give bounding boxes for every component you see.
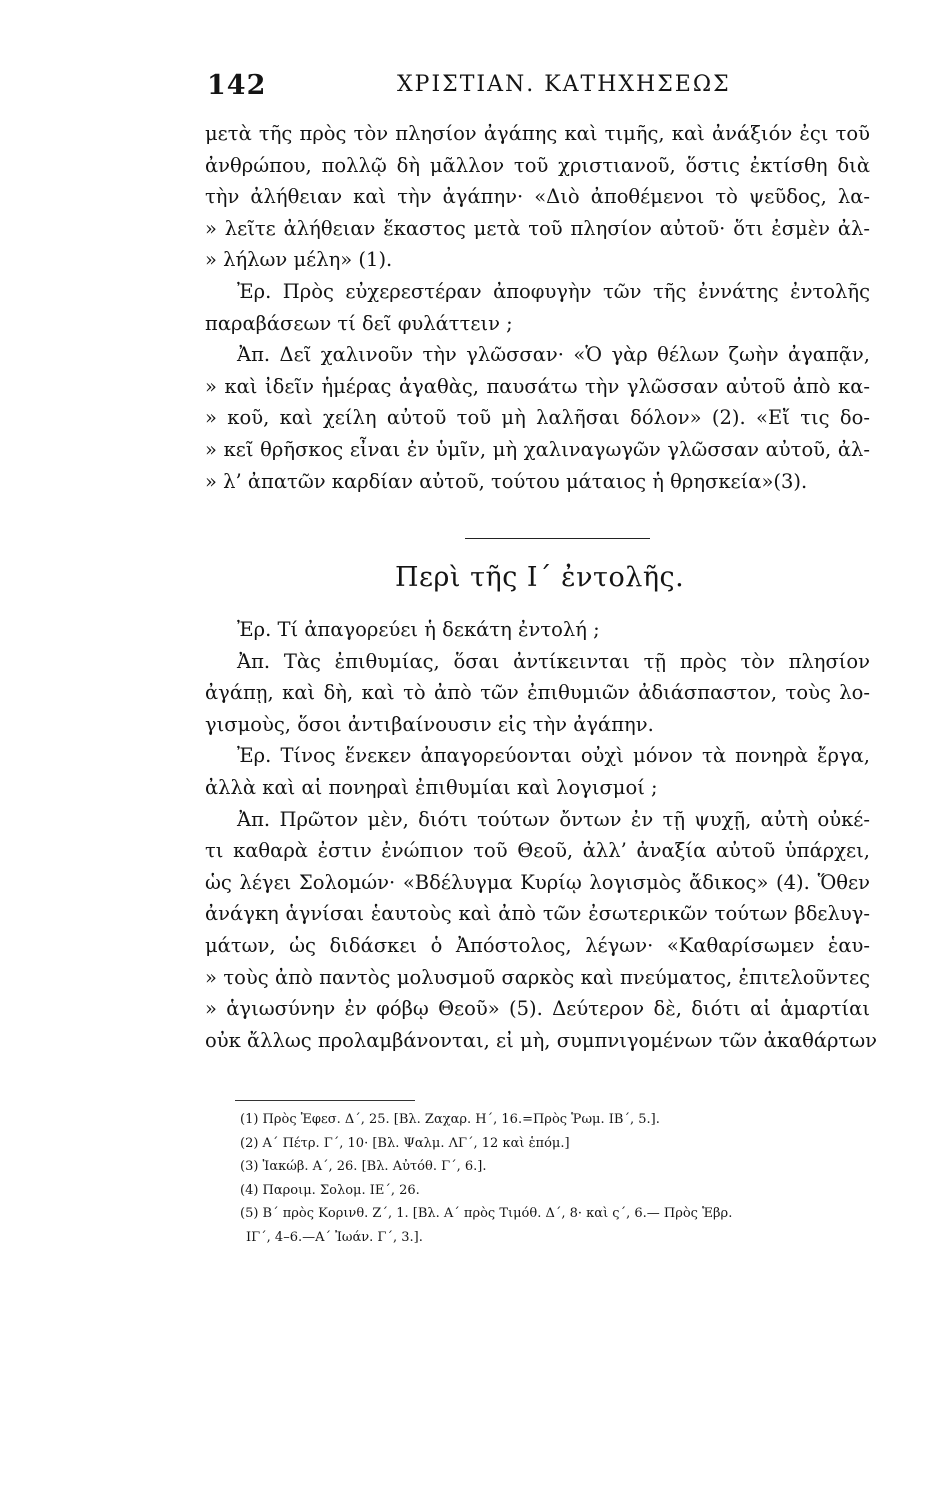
text-line: » τοὺς ἀπὸ παντὸς μολυσμοῦ σαρκὸς καὶ πνεύματος, ἐπιτελοῦντες (205, 965, 870, 989)
text-line: » κεῖ θρῆσκος εἶναι ἐν ὑμῖν, μὴ χαλιναγωγῶν γλῶσσαν αὐτοῦ, ἀλ- (205, 437, 870, 461)
section-divider (465, 538, 650, 539)
text-line: μετὰ τῆς πρὸς τὸν πλησίον ἀγάπης καὶ τιμῆς, καὶ ἀνάξιόν ἐςι τοῦ (205, 122, 870, 145)
text-line: » κοῦ, καὶ χείλη αὐτοῦ τοῦ μὴ λαλῆσαι δόλον» (2). «Εἴ τις δο- (205, 406, 870, 430)
text-line: ἀγάπῃ, καὶ δὴ, καὶ τὸ ἀπὸ τῶν ἐπιθυμιῶν ἀδιάσπαστον, τοὺς λο- (205, 681, 870, 705)
text-line: μάτων, ὡς διδάσκει ὁ Ἀπόστολος, λέγων· «Καθαρίσωμεν ἑαυ- (205, 933, 870, 957)
section-title: Περὶ τῆς Ι΄ ἐντολῆς. (395, 562, 685, 593)
text-line: οὐκ ἄλλως προλαμβάνονται, εἰ μὴ, συμπνιγομένων τῶν ἀκαθάρτων (205, 1028, 878, 1052)
answer-line: Ἀπ. Δεῖ χαλινοῦν τὴν γλῶσσαν· «Ὁ γὰρ θέλων ζωὴν ἀγαπᾷν, (237, 343, 870, 367)
footnote: (1) Πρὸς Ἐφεσ. Δ΄, 25. [Βλ. Ζαχαρ. Η΄, 16.=Πρὸς Ῥωμ. ΙΒ΄, 5.]. (240, 1112, 660, 1127)
text-line: » καὶ ἰδεῖν ἡμέρας ἀγαθὰς, παυσάτω τὴν γλῶσσαν αὐτοῦ ἀπὸ κα- (205, 374, 870, 398)
footnote-divider (235, 1100, 415, 1101)
text-line: ἀνθρώπου, πολλῷ δὴ μᾶλλον τοῦ χριστιανοῦ, ὅστις ἐκτίσθη διὰ (205, 153, 870, 177)
text-line: » ἁγιωσύνην ἐν φόβῳ Θεοῦ» (5). Δεύτερον δὲ, διότι αἱ ἁμαρτίαι (205, 997, 870, 1021)
answer-line: Ἀπ. Τὰς ἐπιθυμίας, ὅσαι ἀντίκεινται τῇ πρὸς τὸν πλησίον (237, 649, 870, 673)
footnote-continuation: ΙΓ΄, 4–6.—Α΄ Ἰωάν. Γ΄, 3.]. (246, 1229, 423, 1245)
footnote: (5) Β΄ πρὸς Κορινθ. Ζ΄, 1. [Βλ. Α΄ πρὸς Τιμόθ. Δ΄, 8· καὶ ς΄, 6.— Πρὸς Ἑβρ. (240, 1206, 733, 1221)
text-line: παραβάσεων τί δεῖ φυλάττειν ; (205, 311, 513, 335)
answer-line: Ἀπ. Πρῶτον μὲν, διότι τούτων ὄντων ἐν τῇ ψυχῇ, αὐτὴ οὐκέ- (237, 807, 870, 831)
footnote: (2) Α΄ Πέτρ. Γ΄, 10· [Βλ. Ψαλμ. ΛΓ΄, 12 καὶ ἑπόμ.] (240, 1135, 570, 1151)
text-line: » λήλων μέλη» (1). (205, 248, 393, 272)
body-text-top (205, 118, 870, 497)
text-line: ὡς λέγει Σολομών· «Βδέλυγμα Κυρίῳ λογισμὸς ἄδικος» (4). Ὅθεν (205, 870, 870, 894)
text-line: ἀνάγκη ἁγνίσαι ἑαυτοὺς καὶ ἀπὸ τῶν ἐσωτερικῶν τούτων βδελυγ- (205, 902, 870, 926)
footnote: (3) Ἰακώβ. Α΄, 26. [Βλ. Αὐτόθ. Γ΄, 6.]. (240, 1159, 487, 1174)
text-line: τι καθαρὰ ἐστιν ἐνώπιον τοῦ Θεοῦ, ἀλλ’ ἀναξία αὐτοῦ ὑπάρχει, (205, 839, 870, 863)
footnotes (240, 1108, 870, 1249)
body-text-bottom (205, 614, 878, 1056)
running-head: ΧΡΙΣΤΙΑΝ. ΚΑΤΗΧΗΣΕΩΣ (397, 72, 731, 97)
text-line: » λ’ ἀπατῶν καρδίαν αὐτοῦ, τούτου μάταιος ἡ θρησκεία»(3). (205, 469, 808, 493)
footnote: (4) Παροιμ. Σολομ. ΙΕ΄, 26. (240, 1182, 420, 1198)
text-line: τὴν ἀλήθειαν καὶ τὴν ἀγάπην· «Διὸ ἀποθέμενοι τὸ ψεῦδος, λα- (205, 185, 870, 209)
question-line: Ἐρ. Τίνος ἕνεκεν ἀπαγορεύονται οὐχὶ μόνον τὰ πονηρὰ ἔργα, (237, 744, 870, 768)
text-line: γισμοὺς, ὅσοι ἀντιβαίνουσιν εἰς τὴν ἀγάπην. (205, 712, 654, 736)
page-header (207, 70, 867, 110)
question-line: Ἐρ. Τί ἀπαγορεύει ἡ δεκάτη ἐντολή ; (237, 618, 600, 641)
text-line: ἀλλὰ καὶ αἱ πονηραὶ ἐπιθυμίαι καὶ λογισμοί ; (205, 775, 658, 799)
text-line: » λεῖτε ἀλήθειαν ἕκαστος μετὰ τοῦ πλησίον αὐτοῦ· ὅτι ἐσμὲν ἀλ- (205, 216, 870, 240)
question-line: Ἐρ. Πρὸς εὐχερεστέραν ἀποφυγὴν τῶν τῆς ἐννάτης ἐντολῆς (237, 279, 870, 303)
page-number: 142 (207, 70, 267, 101)
